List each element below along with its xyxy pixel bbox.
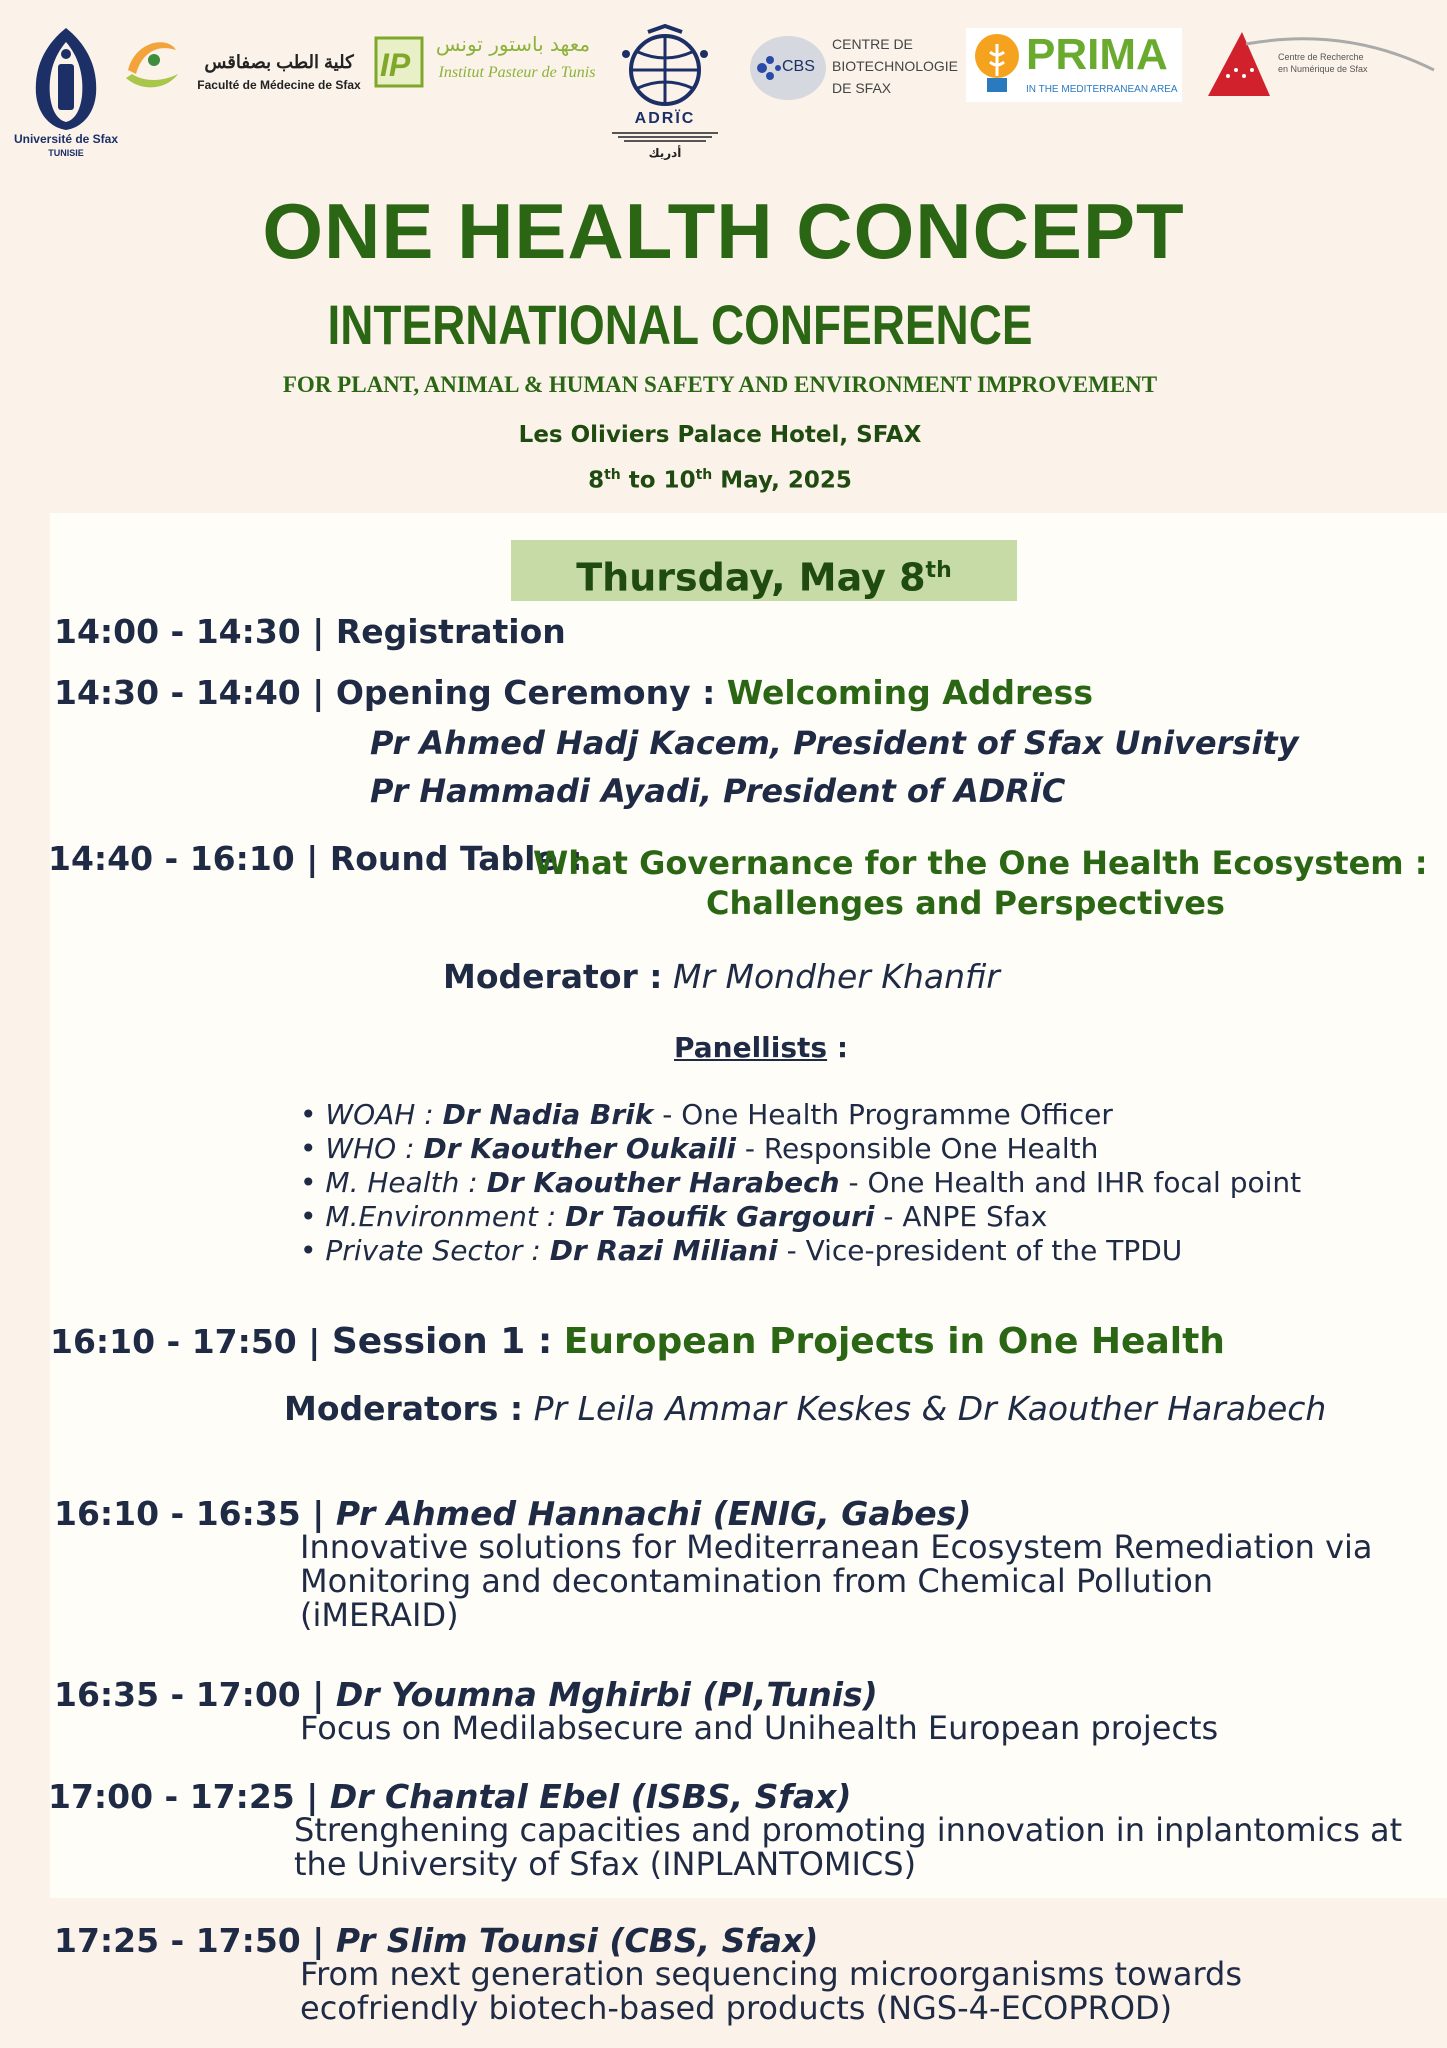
registration-label: Registration <box>335 612 566 651</box>
cbs-line2: BIOTECHNOLOGIE <box>832 58 959 74</box>
universite-sfax-name: Université de Sfax <box>13 132 119 146</box>
opening-speaker-1: Pr Ahmed Hadj Kacem, President of Sfax University <box>370 724 1299 762</box>
faculte-medecine-arabic: كلية الطب بصفاقس <box>204 52 354 72</box>
prima-logo <box>966 28 1182 102</box>
conference-subtitle: INTERNATIONAL CONFERENCE <box>327 293 1033 356</box>
time-separator: | <box>312 1921 336 1960</box>
registration-row <box>54 612 566 651</box>
adric-globe-icon <box>618 24 712 108</box>
session1-moderators <box>284 1389 1326 1428</box>
prima-name: PRIMA <box>1026 30 1168 79</box>
session1-row <box>50 1321 1225 1362</box>
institut-pasteur-logo <box>374 28 600 98</box>
time-separator: | <box>312 1494 336 1533</box>
list-item: • WHO : Dr Kaouther Oukaili - Responsible One Health <box>300 1132 1099 1165</box>
cbs-line1: CENTRE DE <box>832 36 913 52</box>
conference-dates: 8th to 10th May, 2025 <box>588 467 852 494</box>
list-item: • M. Health : Dr Kaouther Harabech - One Health and IHR focal point <box>300 1166 1302 1199</box>
time-separator: | <box>308 1322 332 1361</box>
session1-label: Session 1 : <box>331 1321 553 1362</box>
moderator-name: Mr Mondher Khanfir <box>672 957 1000 996</box>
crns-line2: en Numérique de Sfax <box>1278 64 1368 74</box>
moderator-label: Moderator : <box>443 957 663 996</box>
session1-time: 16:10 - 17:50 <box>50 1322 297 1361</box>
talk-time: 16:10 - 16:35 <box>54 1494 301 1533</box>
logo-strip <box>0 0 1447 170</box>
cbs-line3: DE SFAX <box>832 80 892 96</box>
adric-logo <box>600 24 730 164</box>
talk-speaker: Dr Youmna Mghirbi (PI,Tunis) <box>335 1675 878 1714</box>
cbs-abbreviation: CBS <box>782 58 815 75</box>
talk-time: 17:25 - 17:50 <box>54 1921 301 1960</box>
opening-speaker-2: Pr Hammadi Ayadi, President of ADRÏC <box>370 772 1066 810</box>
time-separator: | <box>312 673 336 712</box>
faculte-medecine-logo <box>118 30 368 100</box>
conference-venue: Les Oliviers Palace Hotel, SFAX <box>518 422 922 448</box>
talk-speaker: Pr Ahmed Hannachi (ENIG, Gabes) <box>335 1494 972 1533</box>
round-table-topic-line1: What Governance for the One Health Ecosystem : <box>533 844 1428 882</box>
adric-name: ADRÏC <box>634 110 696 127</box>
faculte-medecine-swirl-icon <box>118 30 184 100</box>
universite-sfax-logo <box>6 24 126 164</box>
opening-time: 14:30 - 14:40 <box>54 673 301 712</box>
registration-time: 14:00 - 14:30 <box>54 612 301 651</box>
panellists-list <box>300 1098 1301 1268</box>
conference-tagline: FOR PLANT, ANIMAL & HUMAN SAFETY AND ENVIRONMENT IMPROVEMENT <box>282 372 1158 397</box>
talk-time: 16:35 - 17:00 <box>54 1675 301 1714</box>
round-table-row <box>48 839 583 878</box>
institut-pasteur-arabic: معهد باستور تونس <box>435 32 591 56</box>
time-separator: | <box>312 1675 336 1714</box>
universite-sfax-country: TUNISIE <box>48 148 84 158</box>
time-separator: | <box>312 612 336 651</box>
institut-pasteur-french: Institut Pasteur de Tunis <box>438 64 596 81</box>
svg-text:IP: IP <box>380 47 411 83</box>
opening-row <box>54 673 1093 712</box>
talk-description: Focus on Medilabsecure and Unihealth European projects <box>300 1709 1219 1747</box>
talk-speaker: Pr Slim Tounsi (CBS, Sfax) <box>335 1921 819 1960</box>
prima-subtitle: IN THE MEDITERRANEAN AREA <box>1026 84 1178 95</box>
talk-description: Strenghening capacities and promoting innovation in inplantomics at the University of Sfax (INPLANTOMICS) <box>294 1811 1403 1883</box>
round-table-label: Round Table : <box>329 839 583 878</box>
cbs-logo <box>746 32 959 112</box>
faculte-medecine-french: Faculté de Médecine de Sfax <box>197 78 361 92</box>
session1-topic: European Projects in One Health <box>563 1321 1225 1362</box>
day-header: Thursday, May 8th <box>511 540 1017 601</box>
institut-pasteur-ip-icon <box>374 34 424 90</box>
crns-logo <box>1206 30 1436 102</box>
round-table-time: 14:40 - 16:10 <box>48 839 295 878</box>
adric-tagline-lines <box>612 130 718 146</box>
time-separator: | <box>306 839 330 878</box>
adric-arabic: أدريك <box>648 146 682 160</box>
talk-description: Innovative solutions for Mediterranean Ecosystem Remediation via Monitoring and decontamination from Chemical Pollution (iMERAID) <box>300 1528 1373 1634</box>
round-table-moderator <box>443 957 1000 996</box>
opening-topic: Welcoming Address <box>726 673 1093 712</box>
opening-label: Opening Ceremony : <box>335 673 716 712</box>
moderators-label: Moderators : <box>284 1389 524 1428</box>
moderators-names: Pr Leila Ammar Keskes & Dr Kaouther Harabech <box>533 1389 1327 1428</box>
universite-sfax-emblem-icon <box>6 24 126 132</box>
list-item: • Private Sector : Dr Razi Miliani - Vice-president of the TPDU <box>300 1234 1183 1267</box>
panellists-heading: Panellists : <box>674 1031 849 1064</box>
time-separator: | <box>306 1777 330 1816</box>
list-item: • WOAH : Dr Nadia Brik - One Health Programme Officer <box>300 1098 1113 1131</box>
round-table-topic-line2: Challenges and Perspectives <box>706 884 1225 922</box>
talk-time: 17:00 - 17:25 <box>48 1777 295 1816</box>
page-title: ONE HEALTH CONCEPT <box>262 187 1185 275</box>
talk-description: From next generation sequencing microorganisms towards ecofriendly biotech-based products (NGS-4-ECOPROD) <box>300 1955 1243 2027</box>
prima-bulb-icon <box>972 32 1022 98</box>
talk-speaker: Dr Chantal Ebel (ISBS, Sfax) <box>329 1777 852 1816</box>
crns-line1: Centre de Recherche <box>1278 52 1364 62</box>
list-item: • M.Environment : Dr Taoufik Gargouri - ANPE Sfax <box>300 1200 1048 1233</box>
